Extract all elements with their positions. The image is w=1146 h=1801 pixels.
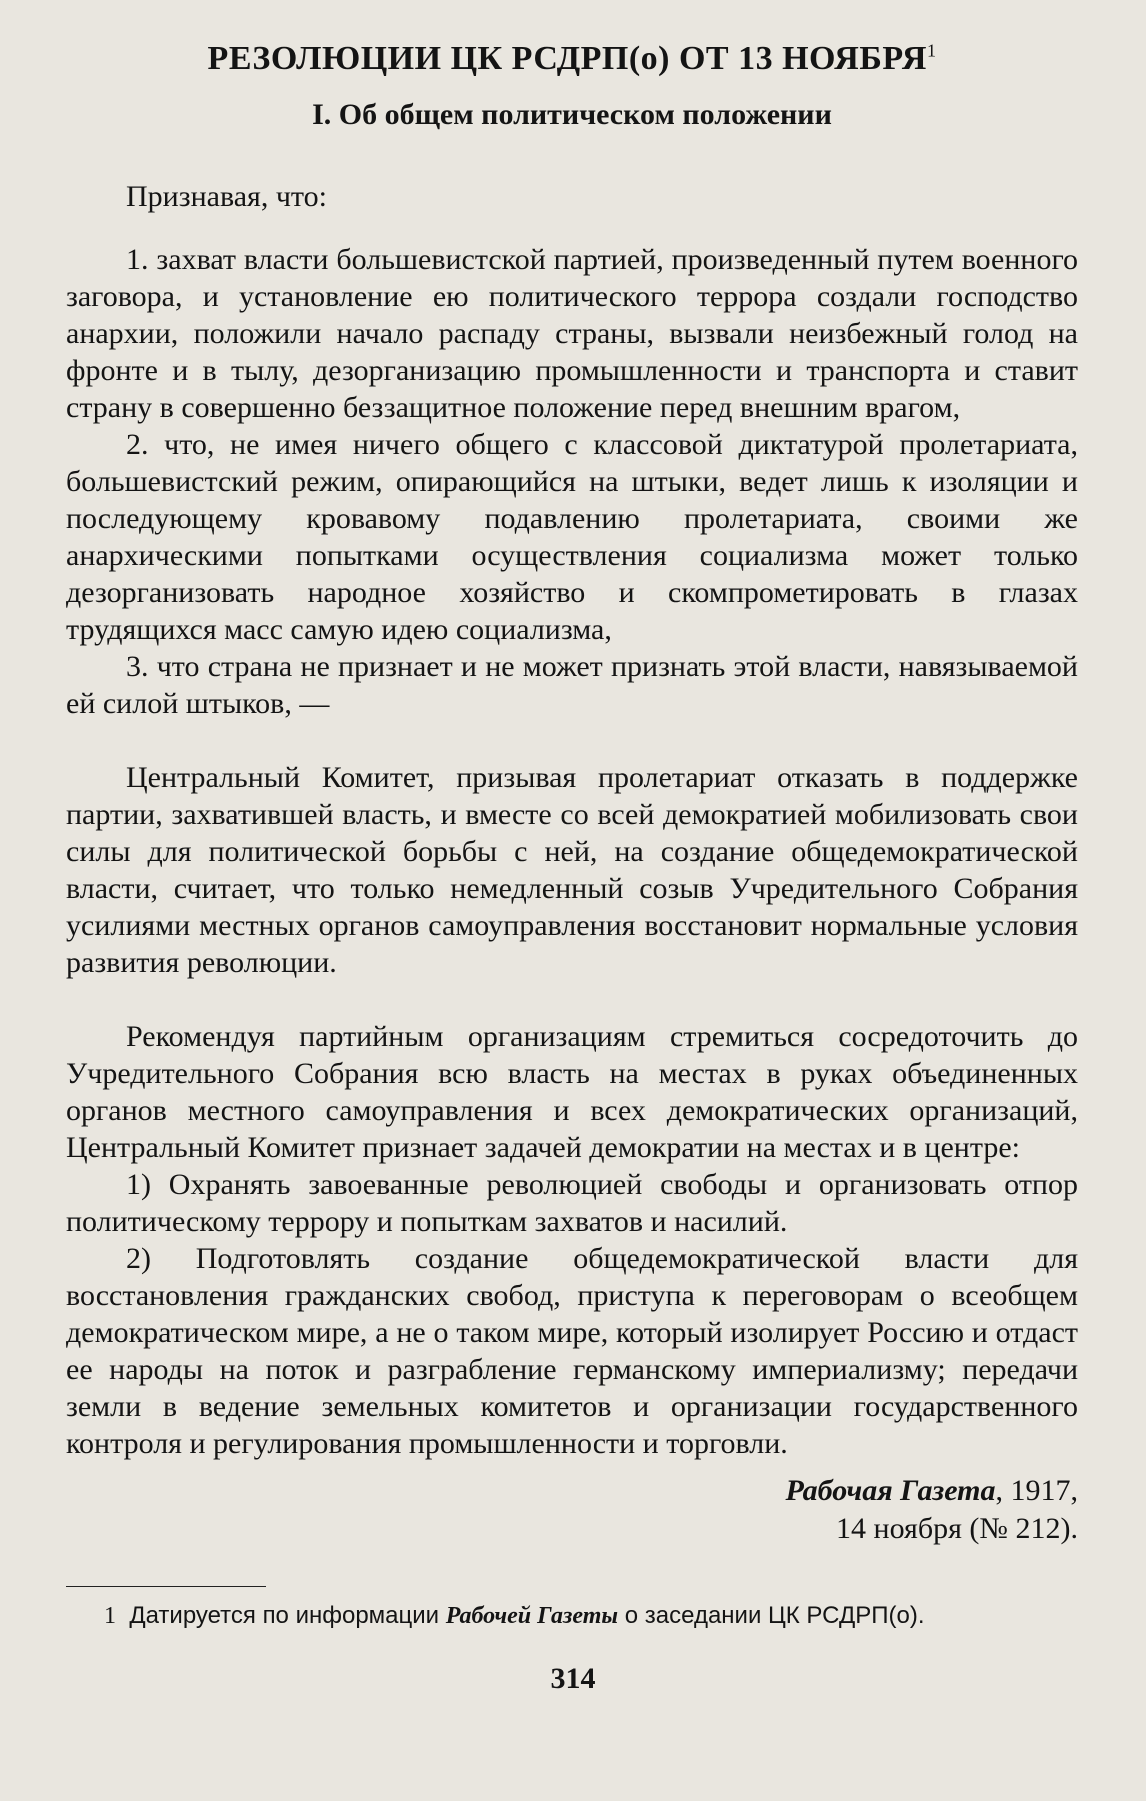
paragraph-recommendation: Рекомендуя партийным организациям стремиться сосредоточить до Учредительного Собрания всю власть на местах в руках объединенных органов местного самоуправления и всех демократических организаций, Центральный Комитет признает задачей демократии на местах и в центре: [66,1020,1078,1164]
title-footnote-ref: 1 [926,40,937,61]
signature-line-2: 14 ноября (№ 212). [836,1512,1078,1545]
title-text: РЕЗОЛЮЦИИ ЦК РСДРП(о) ОТ 13 НОЯБРЯ [207,40,927,77]
signature-year: , 1917, [995,1474,1078,1507]
page-number: 314 [550,1662,596,1695]
paragraph-task-1: 1) Охранять завоеванные революцией свободы и организовать отпор политическому террору и попыткам захватов и насилий. [66,1168,1078,1238]
preamble-text: Признавая, что: [126,180,327,213]
footnote-divider [66,1586,266,1587]
paragraph-task-2: 2) Подготовлять создание общедемократической власти для восстановления гражданских свобод, приступа к переговорам о всеобщем демократическом мире, а не о таком мире, который изолирует Россию и отдаст ее народы на поток и разграбление германскому империализму; передачи земли в ведение земельных комитетов и организации государственного контроля и регулирования промышленности и торговли. [66,1242,1078,1460]
footnote [66,1601,1078,1631]
footnote-text-after: о заседании ЦК РСДРП(о). [624,1602,925,1629]
paragraph-central-committee: Центральный Комитет, призывая пролетариат отказать в поддержке партии, захватившей власть, и вместе со всей демократией мобилизовать свои силы для политической борьбы с ней, на создание общедемократической власти, считает, что только немедленный созыв Учредительного Собрания усилиями местных органов самоуправления восстановит нормальные условия развития революции. [66,761,1078,979]
paragraph-clause-2: 2. что, не имея ничего общего с классовой диктатурой пролетариата, большевистский режим, опирающийся на штыки, ведет лишь к изоляции и последующему кровавому подавлению пролетариата, своими же анархическими попытками осуществления социализма может только дезорганизовать народное хозяйство и скомпрометировать в глазах трудящихся масс самую идею социализма, [66,428,1078,646]
source-signature [66,1472,1078,1548]
paragraph-clause-3: 3. что страна не признает и не может признать этой власти, навязываемой ей силой штыков, — [66,650,1078,720]
footnote-text-before: Датируется по информации [129,1602,440,1629]
footnote-number: 1 [104,1603,116,1629]
section-heading: I. Об общем политическом положении [312,98,832,131]
page-title [66,40,1078,78]
footnote-paper-name: Рабочей Газеты [445,1603,619,1629]
paragraph-clause-1: 1. захват власти большевистской партией, произведенный путем военного заговора, и установление ею политического террора создали господство анархии, положили начало распаду страны, вызвали неизбежный голод на фронте и в тылу, дезорганизацию промышленности и транспорта и ставит страну в совершенно беззащитное положение перед внешним врагом, [66,243,1078,424]
page-content [66,40,1078,1631]
signature-paper-name: Рабочая Газета [785,1474,996,1507]
signature-line-1 [66,1472,1078,1510]
